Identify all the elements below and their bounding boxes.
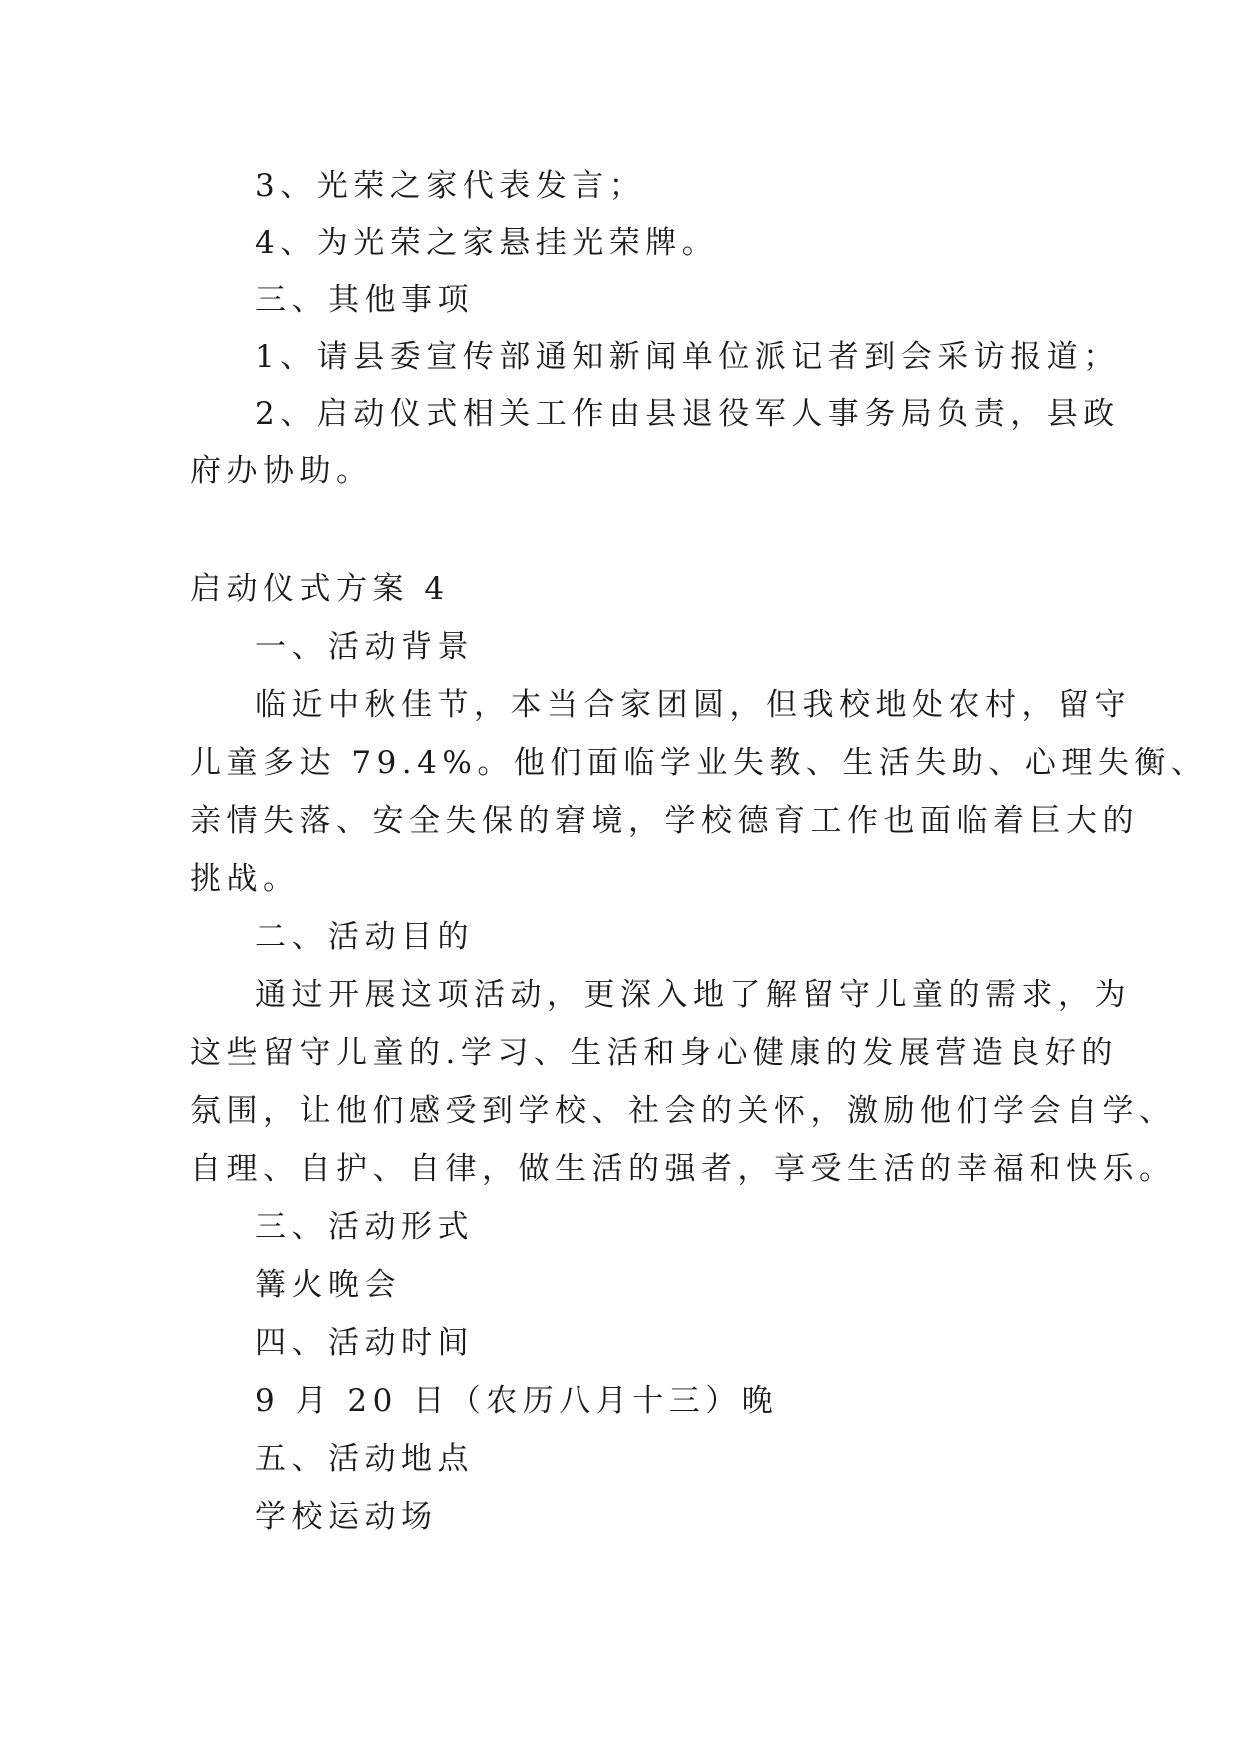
paragraph-line: 儿童多达 79.4%。他们面临学业失教、生活失助、心理失衡、 [190, 745, 1208, 781]
plan-title: 启动仪式方案 4 [190, 571, 450, 607]
section-heading: 二、活动目的 [255, 919, 474, 955]
section-value: 9 月 20 日（农历八月十三）晚 [255, 1383, 779, 1419]
section-heading: 四、活动时间 [255, 1325, 474, 1361]
section-heading: 三、活动形式 [255, 1209, 474, 1245]
list-item: 2、启动仪式相关工作由县退役军人事务局负责，县政 [255, 396, 1120, 432]
list-item: 3、光荣之家代表发言； [255, 168, 646, 204]
paragraph-line: 通过开展这项活动，更深入地了解留守儿童的需求，为 [255, 977, 1131, 1013]
section-heading: 一、活动背景 [255, 629, 474, 665]
list-item: 1、请县委宣传部通知新闻单位派记者到会采访报道； [255, 339, 1120, 375]
section-heading: 三、其他事项 [255, 282, 474, 318]
paragraph-line: 这些留守儿童的.学习、生活和身心健康的发展营造良好的 [190, 1035, 1118, 1071]
paragraph-line: 亲情失落、安全失保的窘境，学校德育工作也面临着巨大的 [190, 803, 1139, 839]
paragraph-line: 府办协助。 [190, 453, 373, 489]
paragraph-line: 氛围，让他们感受到学校、社会的关怀，激励他们学会自学、 [190, 1093, 1176, 1129]
section-value: 学校运动场 [255, 1499, 438, 1535]
list-item: 4、为光荣之家悬挂光荣牌。 [255, 225, 719, 261]
section-value: 篝火晚会 [255, 1267, 401, 1303]
paragraph-line: 自理、自护、自律，做生活的强者，享受生活的幸福和快乐。 [190, 1151, 1176, 1187]
paragraph-line: 挑战。 [190, 861, 300, 897]
paragraph-line: 临近中秋佳节，本当合家团圆，但我校地处农村，留守 [255, 687, 1131, 723]
section-heading: 五、活动地点 [255, 1441, 474, 1477]
